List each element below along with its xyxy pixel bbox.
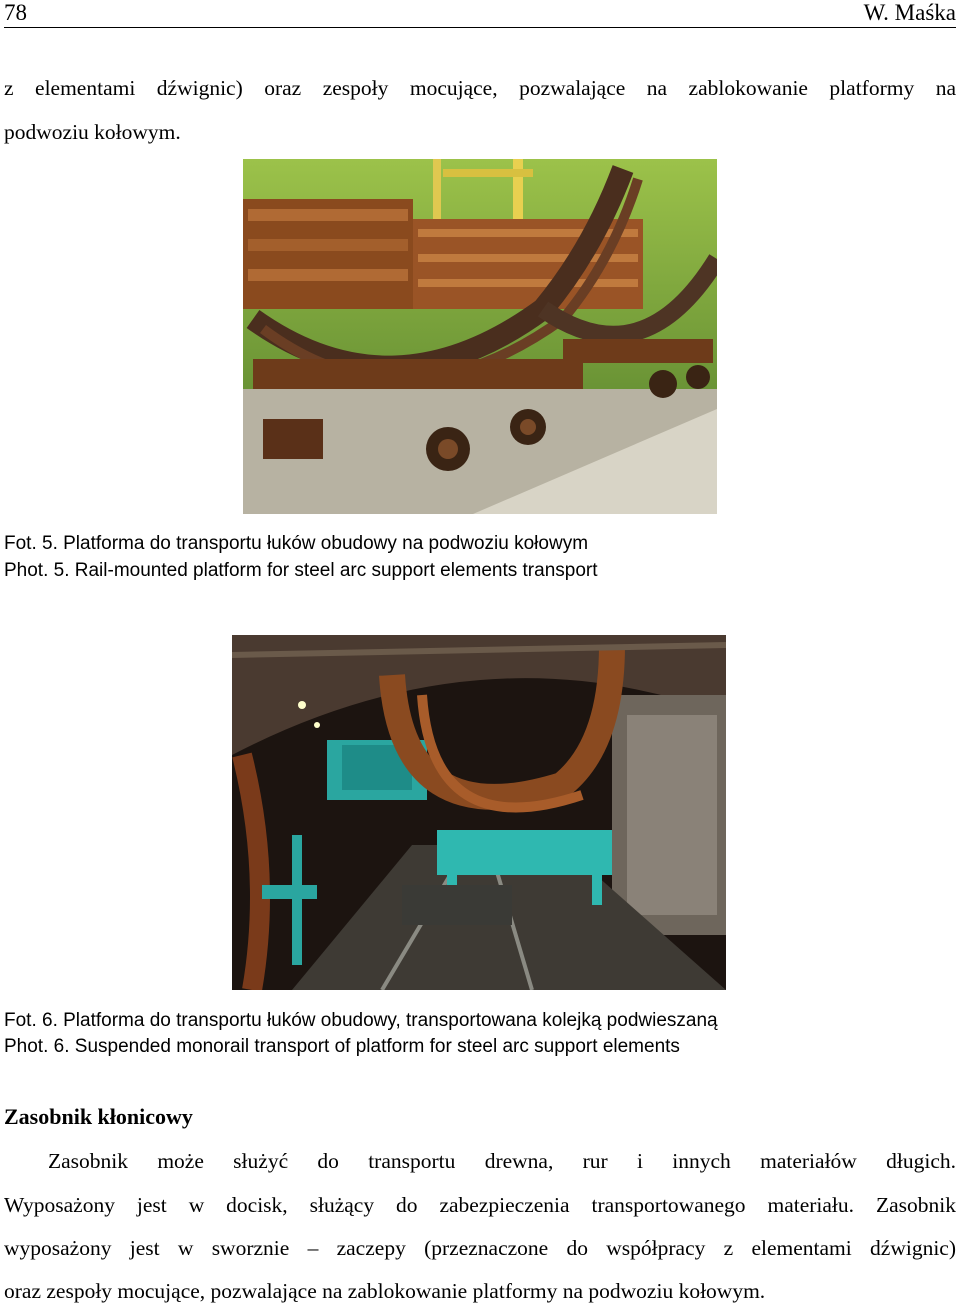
body-line-4: oraz zespoły mocujące, pozwalające na zablokowanie platformy na podwoziu kołowym. [4,1279,766,1303]
body-line-1: Zasobnik może służyć do transportu drewna, rur i innych materiałów długich. [48,1149,956,1173]
photo-rail-platform [243,159,717,514]
figure-5-caption-pl: Fot. 5. Platforma do transportu łuków obudowy na podwoziu kołowym [4,533,589,554]
figure-6-caption-en: Phot. 6. Suspended monorail transport of platform for steel arc support elements [4,1036,680,1057]
body-line-2: Wyposażony jest w docisk, służący do zabezpieczenia transportowanego materiału. Zasobnik [4,1193,956,1217]
page-header [4,0,956,28]
body-line-3: wyposażony jest w sworznie – zaczepy (przeznaczone do współpracy z elementami dźwignic) [4,1236,956,1260]
intro-line-1: z elementami dźwignic) oraz zespoły mocujące, pozwalające na zablokowanie platformy na [4,76,956,100]
running-head-author: W. Maśka [863,0,956,25]
figure-5-caption-en: Phot. 5. Rail-mounted platform for steel arc support elements transport [4,560,598,581]
section-heading: Zasobnik kłonicowy [4,1104,193,1129]
photo-monorail-platform [232,635,726,990]
intro-line-2: podwoziu kołowym. [4,120,181,144]
page-number: 78 [4,0,27,25]
figure-6-caption-pl: Fot. 6. Platforma do transportu łuków obudowy, transportowana kolejką podwieszaną [4,1010,718,1031]
